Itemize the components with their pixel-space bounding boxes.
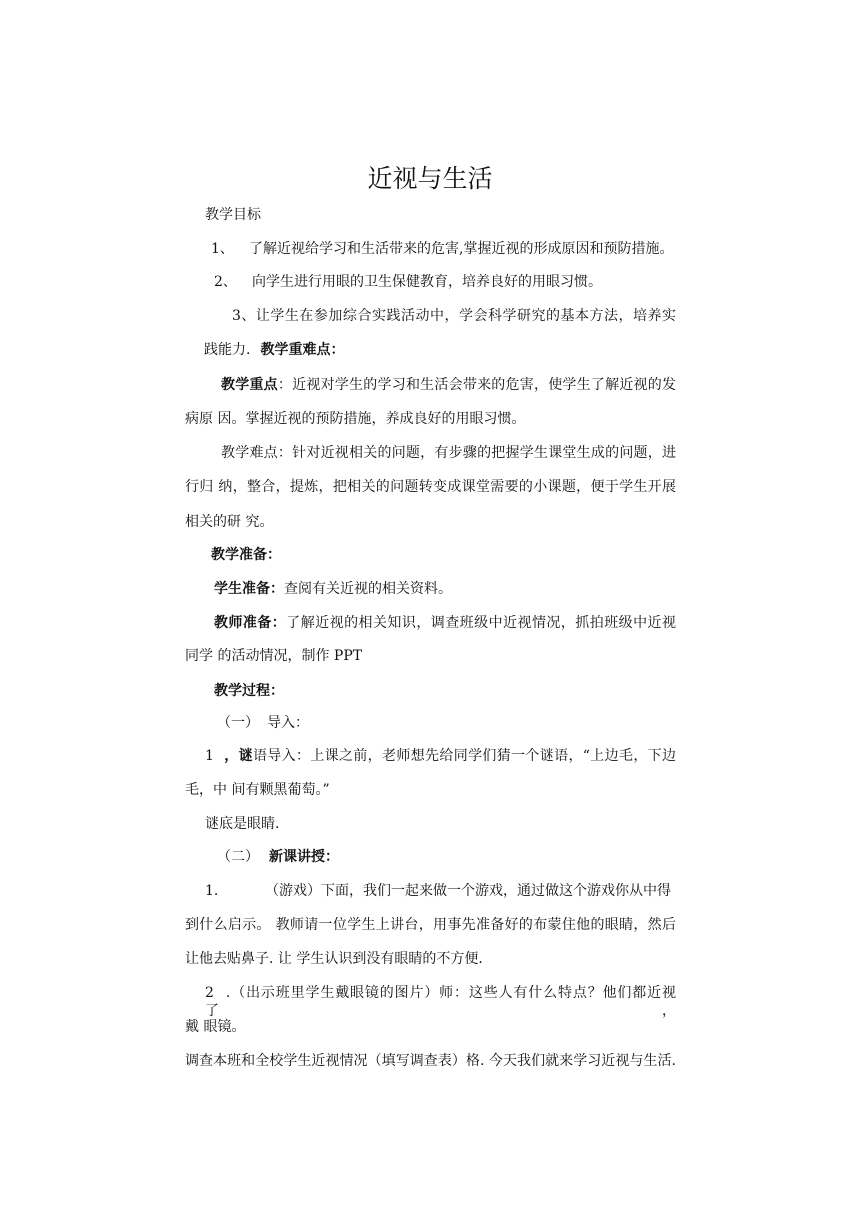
part-1-heading [217,714,309,732]
goal-item-3-number: 3、 [232,308,256,324]
step-1-line-3: 让他去贴鼻子. 让 学生认识到没有眼睛的不方便. [185,951,483,967]
goal-item-3-text: 让学生在参加综合实践活动中，学会科学研究的基本方法，培养实 [255,308,676,324]
riddle-bold-prefix: ，谜 [223,748,253,764]
document-title: 近视与生活 [367,164,493,193]
teacher-preparation-label: 教师准备： [214,615,287,631]
goal-item-3-continued [204,341,344,359]
goal-item-3 [232,307,676,325]
teacher-preparation-text: 了解近视的相关知识，调查班级中近视情况，抓拍班级中近视 [286,615,677,631]
step-1-line-2: 到什么启示。 教师请一位学生上讲台，用事先准备好的布蒙住他的眼睛，然后 [185,917,676,933]
goal-item-2 [214,273,602,291]
goal-item-3-continued-text: 践能力. [204,342,251,358]
key-points-label: 教学重点 [221,377,278,393]
student-preparation-text: 查阅有关近视的相关资料。 [284,581,452,597]
student-preparation-label: 学生准备： [214,581,284,597]
step-2-number: 2 [205,985,214,1001]
process-heading: 教学过程： [214,683,284,699]
key-points-text: ：近视对学生的学习和生活会带来的危害，使学生了解近视的发 [277,377,677,393]
step-2-line-1 [205,984,676,1020]
goal-item-2-text: 向学生进行用眼的卫生保健教育，培养良好的用眼习惯。 [252,274,602,290]
teaching-goals-heading: 教学目标 [205,207,261,223]
key-points-line-1 [221,376,676,394]
key-difficult-heading: 教学重难点： [260,342,345,358]
step-1-text: （游戏）下面，我们一起来做一个游戏，通过做这个游戏你从中得 [265,883,671,899]
teacher-preparation-line-1 [214,614,676,632]
part-2-heading [217,848,339,866]
preparation-heading: 教学准备： [211,547,281,563]
key-points-line-2: 病原 因。掌握近视的预防措施，养成良好的用眼习惯。 [185,411,526,427]
part-2-title: 新课讲授： [269,849,339,865]
riddle-line-2: 毛，中 间有颗黑葡萄。” [185,782,330,798]
step-2-line-2: 戴 眼镜。 [185,1019,246,1035]
step-1-number: 1. [205,883,219,899]
part-1-number: （一） [217,715,259,731]
riddle-number: 1 [205,748,214,764]
riddle-line-1 [205,747,676,765]
part-2-number: （二） [217,849,259,865]
riddle-text: 语导入：上课之前，老师想先给同学们猜一个谜语，“上边毛，下边 [252,748,677,764]
student-preparation [214,580,452,598]
difficult-points-line-2: 行归 纳，整合，提炼，把相关的问题转变成课堂需要的小课题，便于学生开展 [185,479,676,495]
teacher-preparation-line-2: 同学 的活动情况，制作 PPT [185,648,363,664]
riddle-answer: 谜底是眼睛. [205,816,280,832]
difficult-points-line-1: 教学难点：针对近视相关的问题，有步骤的把握学生课堂生成的问题，进 [221,445,676,461]
step-2-text: .（出示班里学生戴眼镜的图片）师：这些人有什么特点？他们都近视了， [205,985,676,1019]
goal-item-1-text: 了解近视给学习和生活带来的危害,掌握近视的形成原因和预防措施。 [249,241,674,257]
survey-line: 调查本班和全校学生近视情况（填写调查表）格. 今天我们就来学习近视与生活. [185,1053,676,1069]
difficult-points-line-3: 相关的研 究。 [185,514,274,530]
part-1-title: 导入： [267,715,309,731]
goal-item-1 [211,240,673,258]
goal-item-2-number: 2、 [214,274,237,290]
step-1-line-1 [205,882,676,900]
goal-item-1-number: 1、 [211,241,234,257]
